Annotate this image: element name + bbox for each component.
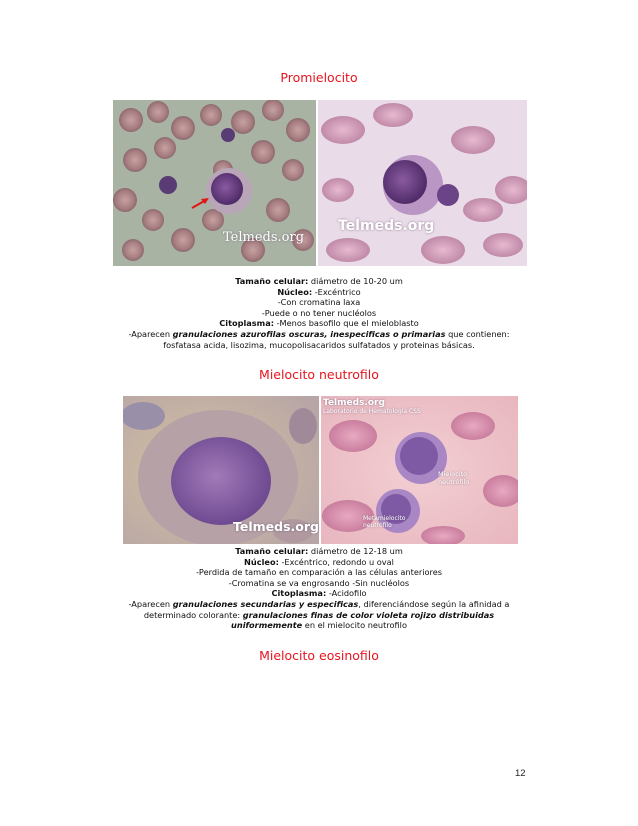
section-title: Promielocito xyxy=(280,70,358,85)
line: Núcleo: -Excéntrico xyxy=(277,286,361,297)
label-mielocito: Mielocito neutrófilo xyxy=(438,470,470,486)
section-title: Mielocito eosinofilo xyxy=(259,648,379,663)
watermark-lab: Laboratorio de Hematología CSS xyxy=(323,408,421,415)
section-title: Mielocito neutrofilo xyxy=(259,367,379,382)
line: Citoplasma: -Menos basofilo que el mieloblasto xyxy=(219,318,419,329)
watermark-left: Telmeds.org xyxy=(233,519,319,534)
watermark-right: Telmeds.org xyxy=(338,218,435,234)
micrograph-mielocito-neutrofilo xyxy=(123,396,518,544)
label-metamielocito: Metamielocito neutrófilo xyxy=(363,515,406,529)
line: Tamaño celular: diámetro de 12-18 um xyxy=(235,546,403,556)
description-lines xyxy=(112,276,526,329)
line: Citoplasma: -Acidofilo xyxy=(271,588,367,599)
line: Tamaño celular: diámetro de 10-20 um xyxy=(235,276,403,286)
description-paragraph: -Aparecen granulaciones secundarias y especificas, diferenciándose según la afinidad a determinado colorante: granulaciones finas de color violeta rojizo distribuidas uniformemente en el mielocito neutrofilo xyxy=(128,599,510,631)
line: -Con cromatina laxa xyxy=(277,297,361,308)
blood-smear-image xyxy=(113,100,527,266)
line: -Perdida de tamaño en comparación a las células anteriores xyxy=(195,567,443,578)
line: -Cromatina se va engrosando -Sin nucléolos xyxy=(228,577,410,588)
line: Núcleo: -Excéntrico, redondo u oval xyxy=(244,556,394,567)
micrograph-promielocito xyxy=(113,100,527,266)
watermark-left: Telmeds.org xyxy=(223,230,305,245)
description-lines xyxy=(112,546,526,599)
line: -Puede o no tener nucléolos xyxy=(261,307,377,318)
watermark-right: Telmeds.org xyxy=(323,398,385,408)
page-number: 12 xyxy=(515,768,526,779)
description-paragraph: -Aparecen granulaciones azurofilas oscuras, inespecificas o primarias que contienen: fosfatasa acida, lisozima, mucopolisacaridos sulfatados y proteinas básicas. xyxy=(128,329,510,350)
